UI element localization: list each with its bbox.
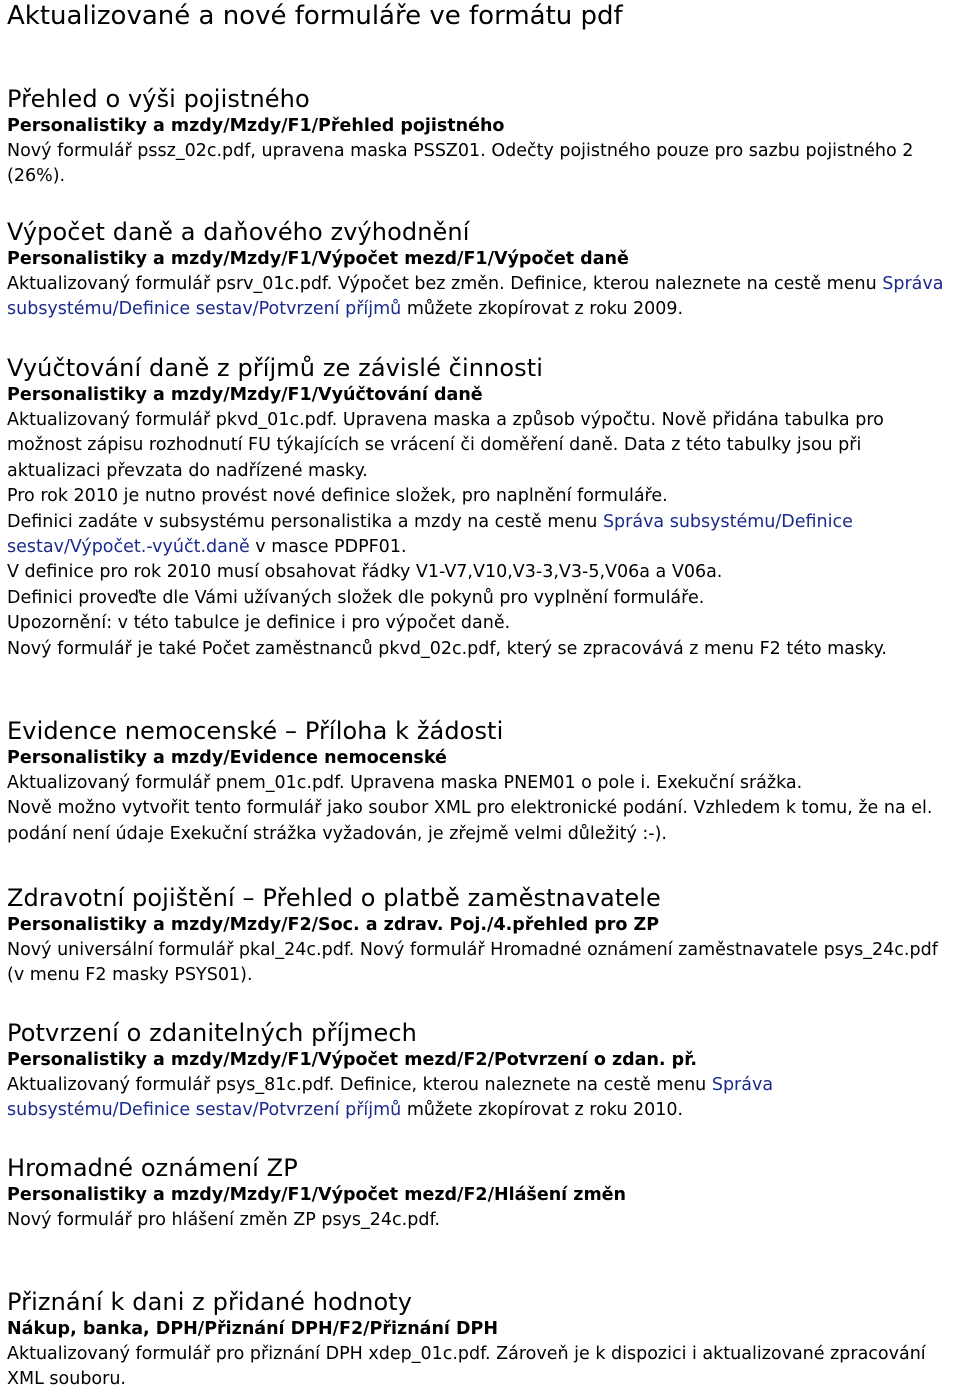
paragraph (7, 1073, 960, 1124)
menu-path-link[interactable]: Správa subsystému/Definice sestav/Potvrzení příjmů (7, 1075, 774, 1121)
section-title: Přiznání k dani z přidané hodnoty (7, 1288, 413, 1316)
section-body (7, 139, 960, 190)
paragraph-text: Aktualizovaný formulář pkvd_01c.pdf. Upravena maska a způsob výpočtu. Nově přidána tabulka pro možnost zápisu rozhodnutí FU týkajících se vrácení či doměření daně. Data z této tabulky jsou při aktualizaci převzata do nadřízené masky. (7, 410, 884, 481)
section-menu-path: Personalistiky a mzdy/Mzdy/F1/Výpočet mezd/F2/Potvrzení o zdan. př. (7, 1050, 697, 1070)
section-potvrzeni-prijmy (7, 1018, 960, 1124)
paragraph (7, 637, 960, 662)
paragraph (7, 611, 960, 636)
document-page (0, 0, 960, 32)
paragraph-text: Definici zadáte v subsystému personalistika a mzdy na cestě menu (7, 511, 603, 532)
paragraph-text: V definice pro rok 2010 musí obsahovat řádky V1-V7,V10,V3-3,V3-5,V06a a V06a. (7, 562, 723, 583)
paragraph-text: Nový formulář pssz_02c.pdf, upravena maska PSSZ01. Odečty pojistného pouze pro sazbu pojistného 2 (26%). (7, 141, 914, 187)
section-body (7, 408, 960, 662)
paragraph (7, 408, 960, 484)
section-menu-path: Personalistiky a mzdy/Mzdy/F1/Vyúčtování daně (7, 385, 483, 405)
paragraph-text: Aktualizovaný formulář pnem_01c.pdf. Upravena maska PNEM01 o pole i. Exekuční srážka. (7, 773, 803, 793)
document-title: Aktualizované a nové formuláře ve formátu pdf (7, 1, 623, 31)
section-zdravotni-pojisteni (7, 883, 960, 989)
paragraph (7, 938, 960, 989)
section-title: Vyúčtování daně z příjmů ze závislé činnosti (7, 354, 544, 382)
paragraph (7, 796, 960, 847)
paragraph-text: Nový formulář pro hlášení změn ZP psys_24c.pdf. (7, 1210, 440, 1230)
paragraph (7, 586, 960, 611)
paragraph-text: v masce PDPF01. (249, 537, 407, 558)
section-prehled-pojistneho (7, 84, 960, 190)
paragraph-text: Nový universální formulář pkal_24c.pdf. Nový formulář Hromadné oznámení zaměstnavatele psys_24c.pdf (v menu F2 masky PSYS01). (7, 940, 938, 986)
paragraph-text: Pro rok 2010 je nutno provést nové definice složek, pro naplnění formuláře. (7, 486, 668, 507)
section-title: Přehled o výši pojistného (7, 85, 310, 113)
section-body (7, 1208, 960, 1233)
paragraph-text: Aktualizovaný formulář pro přiznání DPH xdep_01c.pdf. Zároveň je k dispozici i aktualizované zpracování XML souboru. (7, 1344, 926, 1390)
paragraph (7, 510, 960, 561)
paragraph-text: Upozornění: v této tabulce je definice i pro výpočet daně. (7, 613, 511, 634)
paragraph-text: Nový formulář je také Počet zaměstnanců pkvd_02c.pdf, který se zpracovává z menu F2 této masky. (7, 638, 887, 659)
section-priznani-dph (7, 1287, 960, 1393)
section-title: Evidence nemocenské – Příloha k žádosti (7, 717, 504, 745)
paragraph (7, 139, 960, 190)
paragraph-text: můžete zkopírovat z roku 2010. (401, 1100, 684, 1121)
section-evidence-nemocenske (7, 716, 960, 847)
section-body (7, 1073, 960, 1124)
section-body (7, 1342, 960, 1393)
section-hromadne-oznameni (7, 1153, 960, 1233)
paragraph-text: Nově možno vytvořit tento formulář jako soubor XML pro elektronické podání. Vzhledem k tomu, že na el. podání není údaje Exekuční strážka vyžadován, je zřejmě velmi důležitý :-). (7, 798, 933, 844)
section-menu-path: Personalistiky a mzdy/Evidence nemocenské (7, 748, 447, 768)
paragraph-text: Aktualizovaný formulář psrv_01c.pdf. Výpočet bez změn. Definice, kterou naleznete na cestě menu (7, 274, 883, 294)
section-vypocet-dane (7, 217, 960, 323)
section-menu-path: Personalistiky a mzdy/Mzdy/F2/Soc. a zdrav. Poj./4.přehled pro ZP (7, 915, 660, 935)
paragraph (7, 272, 960, 323)
section-body (7, 771, 960, 847)
menu-path-link[interactable]: Správa subsystému/Definice sestav/Potvrzení příjmů (7, 274, 944, 320)
paragraph (7, 560, 960, 585)
section-body (7, 272, 960, 323)
section-menu-path: Nákup, banka, DPH/Přiznání DPH/F2/Přiznání DPH (7, 1319, 499, 1339)
paragraph-text: Aktualizovaný formulář psys_81c.pdf. Definice, kterou naleznete na cestě menu (7, 1075, 712, 1095)
paragraph-text: Definici proveďte dle Vámi užívaných složek dle pokynů pro vyplnění formuláře. (7, 587, 705, 608)
section-title: Zdravotní pojištění – Přehled o platbě zaměstnavatele (7, 884, 661, 912)
paragraph (7, 771, 960, 796)
section-menu-path: Personalistiky a mzdy/Mzdy/F1/Přehled pojistného (7, 116, 505, 136)
paragraph (7, 484, 960, 509)
paragraph (7, 1208, 960, 1233)
paragraph-text: můžete zkopírovat z roku 2009. (401, 299, 684, 320)
section-menu-path: Personalistiky a mzdy/Mzdy/F1/Výpočet mezd/F2/Hlášení změn (7, 1185, 627, 1205)
section-body (7, 938, 960, 989)
section-vyuctovani-dane (7, 353, 960, 662)
section-title: Výpočet daně a daňového zvýhodnění (7, 218, 470, 246)
section-title: Potvrzení o zdanitelných příjmech (7, 1019, 417, 1047)
paragraph (7, 1342, 960, 1393)
section-title: Hromadné oznámení ZP (7, 1154, 298, 1182)
menu-path-link[interactable]: Správa subsystému/Definice sestav/Výpočet.-vyúčt.daně (7, 511, 853, 558)
section-menu-path: Personalistiky a mzdy/Mzdy/F1/Výpočet mezd/F1/Výpočet daně (7, 249, 629, 269)
